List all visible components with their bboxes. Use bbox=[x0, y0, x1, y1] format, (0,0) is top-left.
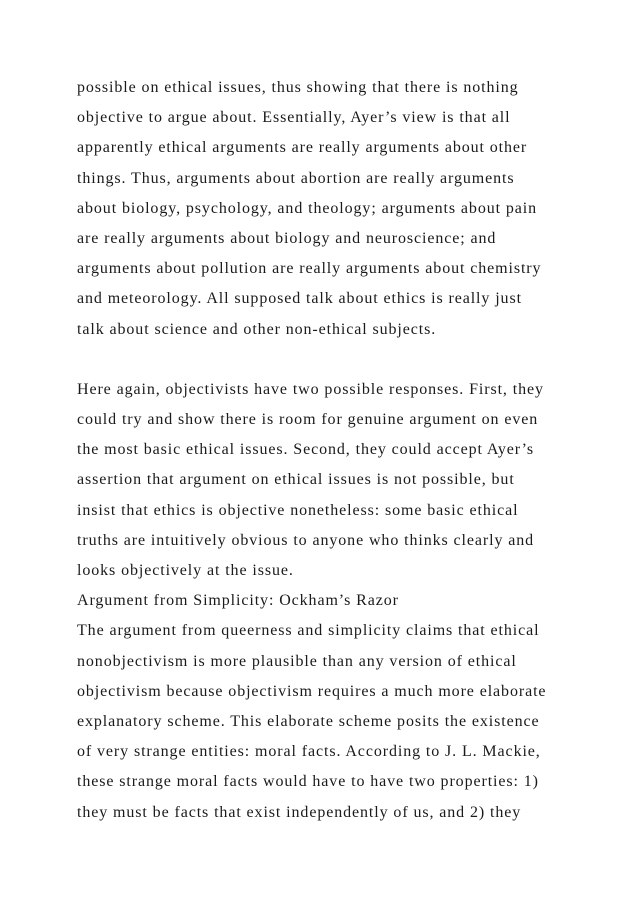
text-line: are really arguments about biology and neuroscience; and bbox=[77, 229, 497, 247]
text-line: truths are intuitively obvious to anyone who thinks clearly and bbox=[77, 531, 535, 549]
text-line: Here again, objectivists have two possible responses. First, they bbox=[77, 380, 544, 398]
paragraph-1 bbox=[77, 73, 577, 345]
text-line: objectivism because objectivism requires a much more elaborate bbox=[77, 682, 547, 700]
text-line: and meteorology. All supposed talk about ethics is really just bbox=[77, 290, 522, 308]
text-line: talk about science and other non-ethical subjects. bbox=[77, 320, 437, 338]
paragraph-2 bbox=[77, 375, 577, 586]
paragraph-spacer bbox=[77, 345, 577, 375]
text-line: objective to argue about. Essentially, Ayer’s view is that all bbox=[77, 109, 511, 127]
text-line: nonobjectivism is more plausible than any version of ethical bbox=[77, 652, 517, 670]
text-line: arguments about pollution are really arguments about chemistry bbox=[77, 260, 542, 278]
section-heading: Argument from Simplicity: Ockham’s Razor bbox=[77, 592, 399, 610]
text-line: these strange moral facts would have to have two properties: 1) bbox=[77, 773, 539, 791]
paragraph-3 bbox=[77, 616, 577, 827]
text-line: looks objectively at the issue. bbox=[77, 562, 294, 579]
text-line: assertion that argument on ethical issues is not possible, but bbox=[77, 471, 515, 489]
text-line: about biology, psychology, and theology; arguments about pain bbox=[77, 199, 538, 217]
text-line: could try and show there is room for genuine argument on even bbox=[77, 411, 539, 429]
text-line: of very strange entities: moral facts. According to J. L. Mackie, bbox=[77, 743, 541, 761]
text-line: apparently ethical arguments are really arguments about other bbox=[77, 139, 528, 157]
text-line: things. Thus, arguments about abortion are really arguments bbox=[77, 169, 515, 187]
text-line: The argument from queerness and simplicity claims that ethical bbox=[77, 622, 540, 640]
text-line: insist that ethics is objective nonetheless: some basic ethical bbox=[77, 501, 519, 519]
document-body bbox=[77, 73, 577, 828]
text-line: the most basic ethical issues. Second, they could accept Ayer’s bbox=[77, 441, 535, 459]
text-line: explanatory scheme. This elaborate scheme posits the existence bbox=[77, 712, 540, 730]
text-line: possible on ethical issues, thus showing that there is nothing bbox=[77, 79, 519, 96]
text-line: they must be facts that exist independently of us, and 2) they bbox=[77, 803, 522, 821]
